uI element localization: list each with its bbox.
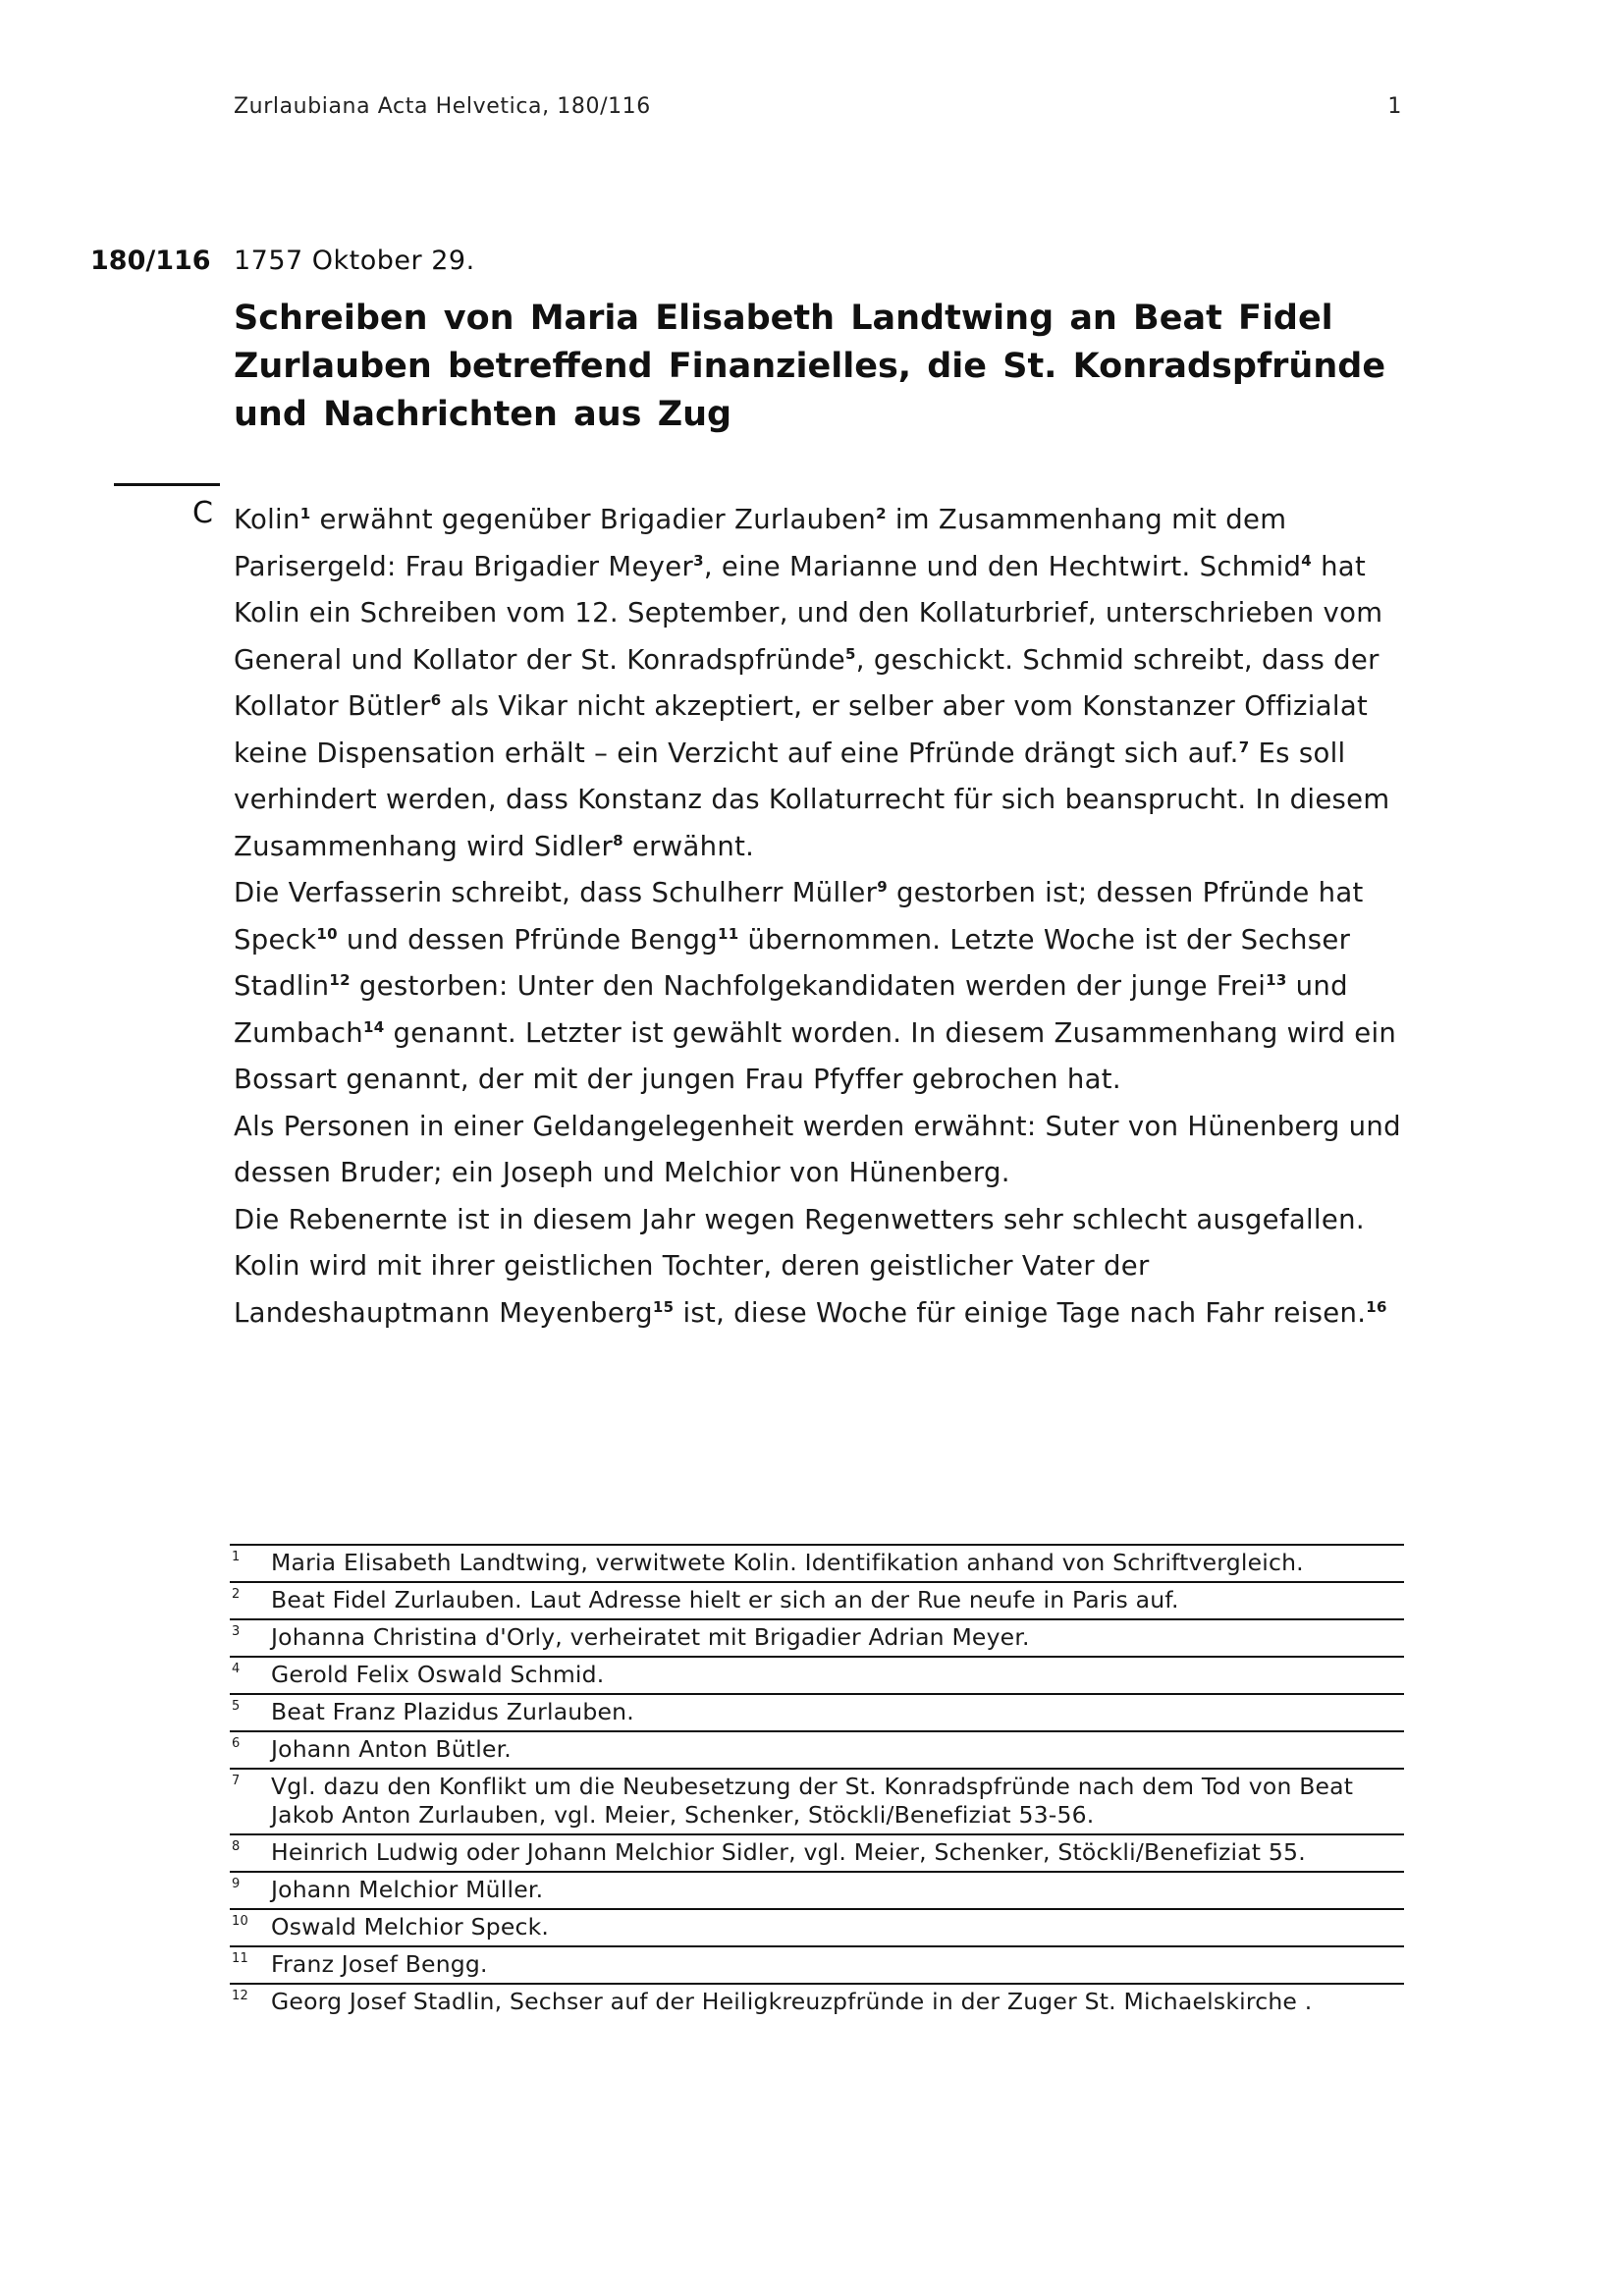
entry-number: 180/116 [90, 246, 211, 276]
footnote-number: 11 [232, 1951, 248, 1966]
footnote-ref[interactable]: 16 [1366, 1297, 1387, 1316]
body-text-run: genannt. Letzter ist gewählt worden. In diesem Zusammenhang wird ein Bossart genannt, der mit der jungen Frau Pfyffer gebrochen hat. [234, 1016, 1397, 1095]
body-text-run: gestorben: Unter den Nachfolgekandidaten werden der junge Frei [350, 970, 1267, 1002]
footnote-ref[interactable]: 15 [652, 1297, 675, 1316]
entry-date: 1757 Oktober 29. [234, 246, 475, 276]
body-text-run: Kolin [234, 504, 300, 535]
body-text-run: und dessen Pfründe Bengg [337, 923, 718, 956]
footnote-number: 9 [232, 1877, 241, 1891]
body-text-run: , eine Marianne und den Hechtwirt. Schmid [703, 550, 1302, 582]
footnotes [230, 1544, 1404, 2020]
footnote-number: 5 [232, 1699, 241, 1714]
footnote-number: 10 [232, 1914, 248, 1929]
body-text-run: gestorben ist; dessen Pfründe hat Speck [234, 877, 1364, 956]
footnote [230, 1693, 1404, 1730]
body-text-run: hat Kolin ein Schreiben vom 12. September, und den Kollaturbrief, unterschrieben vom General und Kollator der St. Konradspfründe [234, 550, 1383, 676]
footnote-text: Gerold Felix Oswald Schmid. [271, 1661, 605, 1688]
footnote-ref[interactable]: 9 [877, 877, 888, 896]
footnote-number: 7 [232, 1774, 241, 1788]
footnote-ref[interactable]: 2 [876, 504, 887, 522]
body-paragraph [234, 497, 1412, 870]
body-paragraph [234, 1104, 1412, 1197]
footnote-text: Georg Josef Stadlin, Sechser auf der Heiligkreuzpfründe in der Zuger St. Michaelskirche . [271, 1988, 1313, 2015]
footnote [230, 1945, 1404, 1983]
footnote-ref[interactable]: 3 [693, 551, 704, 570]
footnote [230, 1581, 1404, 1618]
body-text-run: Die Verfasserin schreibt, dass Schulherr Müller [234, 877, 878, 908]
footnote-number: 8 [232, 1839, 241, 1854]
footnote-text: Beat Fidel Zurlauben. Laut Adresse hielt er sich an der Rue neufe in Paris auf. [271, 1586, 1179, 1613]
footnote-text: Johann Melchior Müller. [271, 1876, 544, 1903]
footnote-ref[interactable]: 4 [1301, 551, 1313, 570]
footnote-number: 1 [232, 1550, 241, 1564]
footnote-number: 3 [232, 1624, 241, 1639]
footnote-number: 12 [232, 1989, 248, 2003]
footnote [230, 1983, 1404, 2020]
footnote-ref[interactable]: 5 [845, 644, 856, 663]
footnote-number: 2 [232, 1587, 241, 1602]
footnote [230, 1618, 1404, 1656]
footnote-number: 4 [232, 1662, 241, 1676]
footnote-ref[interactable]: 7 [1238, 738, 1250, 756]
body-text-run: erwähnt. [622, 830, 755, 862]
body-text-run: erwähnt gegenüber Brigadier Zurlauben [310, 504, 877, 535]
summary-body [234, 497, 1412, 1337]
body-text-run: als Vikar nicht akzeptiert, er selber aber vom Konstanzer Offizialat keine Dispensation erhält – ein Verzicht auf eine Pfründe drängt sich auf. [234, 690, 1369, 769]
footnote-ref[interactable]: 13 [1266, 970, 1287, 989]
running-title: Zurlaubiana Acta Helvetica, 180/116 [234, 94, 651, 119]
footnote [230, 1768, 1404, 1833]
body-text-run: Es soll verhindert werden, dass Konstanz das Kollaturrecht für sich beansprucht. In diesem Zusammenhang wird Sidler [234, 737, 1390, 862]
footnote-ref[interactable]: 10 [316, 924, 338, 943]
body-paragraph [234, 1197, 1412, 1338]
footnote-text: Vgl. dazu den Konflikt um die Neubesetzung der St. Konradspfründe nach dem Tod von Beat Jakob Anton Zurlauben, vgl. Meier, Schenker, Stöckli/Benefiziat 53-56. [271, 1773, 1354, 1829]
footnote-text: Johanna Christina d'Orly, verheiratet mit Brigadier Adrian Meyer. [271, 1623, 1030, 1651]
footnote-number: 6 [232, 1736, 241, 1751]
footnote-ref[interactable]: 12 [329, 970, 351, 989]
footnote-text: Beat Franz Plazidus Zurlauben. [271, 1698, 634, 1725]
section-rule [114, 483, 220, 486]
page-number: 1 [1387, 94, 1402, 119]
section-marker: C [192, 496, 213, 530]
body-text-run: übernommen. Letzte Woche ist der Sechser Stadlin [234, 923, 1351, 1002]
footnote-ref[interactable]: 14 [363, 1017, 385, 1036]
body-text-run: , geschickt. Schmid schreibt, dass der Kollator Bütler [234, 643, 1380, 722]
footnote-ref[interactable]: 1 [299, 504, 311, 522]
footnote-ref[interactable]: 8 [613, 831, 623, 849]
footnote-text: Oswald Melchior Speck. [271, 1913, 550, 1941]
body-paragraph [234, 870, 1412, 1104]
footnote [230, 1871, 1404, 1908]
body-text-run: ist, diese Woche für einige Tage nach Fahr reisen. [674, 1296, 1367, 1329]
footnote-ref[interactable]: 11 [717, 924, 739, 943]
footnote [230, 1908, 1404, 1945]
footnote-ref[interactable]: 6 [430, 690, 442, 709]
body-text-run: Als Personen in einer Geldangelegenheit werden erwähnt: Suter von Hünenberg und dessen Bruder; ein Joseph und Melchior von Hünenberg. [234, 1110, 1401, 1188]
body-text-run: und Zumbach [234, 970, 1348, 1049]
footnote-text: Heinrich Ludwig oder Johann Melchior Sidler, vgl. Meier, Schenker, Stöckli/Benefiziat 55. [271, 1838, 1306, 1866]
body-text-run: im Zusammenhang mit dem Parisergeld: Frau Brigadier Meyer [234, 504, 1287, 582]
footnote [230, 1730, 1404, 1768]
body-text-run: Die Rebenernte ist in diesem Jahr wegen Regenwetters sehr schlecht ausgefallen. Kolin wird mit ihrer geistlichen Tochter, deren geistlicher Vater der Landeshauptmann Meyenberg [234, 1203, 1365, 1329]
running-head [234, 94, 1402, 119]
footnote-text: Johann Anton Bütler. [271, 1735, 512, 1763]
footnote-text: Maria Elisabeth Landtwing, verwitwete Kolin. Identifikation anhand von Schriftvergleich. [271, 1549, 1304, 1576]
footnote [230, 1544, 1404, 1581]
footnote [230, 1656, 1404, 1693]
footnote [230, 1833, 1404, 1871]
entry-title: Schreiben von Maria Elisabeth Landtwing an Beat Fidel Zurlauben betreffend Finanzielles, die St. Konradspfründe und Nachrichten aus Zug [234, 299, 1386, 434]
footnote-text: Franz Josef Bengg. [271, 1950, 488, 1978]
